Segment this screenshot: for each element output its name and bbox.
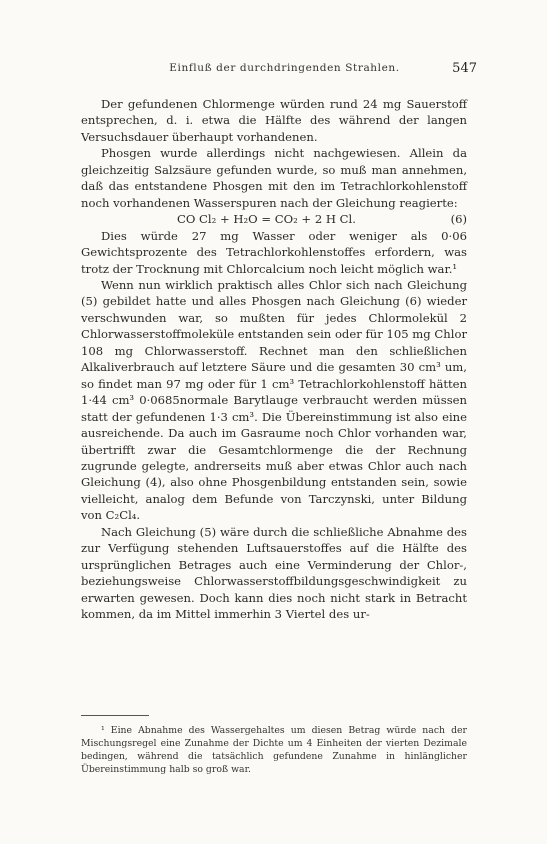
equation-6	[81, 211, 467, 227]
footnote-1: ¹ Eine Abnahme des Wassergehaltes um diesen Betrag würde nach der Mischungsregel eine Zunahme der Dichte um 4 Einheiten der vierten Dezimale bedingen, während die tatsächlich gefundene Zunahme in hinlänglicher Übereinstimmung halb so groß war.	[81, 725, 467, 776]
equation-number: (6)	[450, 212, 467, 227]
paragraph-4: Wenn nun wirklich praktisch alles Chlor sich nach Gleichung (5) gebildet hatte und alles Phosgen nach Gleichung (6) wieder verschwunden war, so mußten für jedes Chlormolekül 2 Chlorwasserstoffmoleküle entstanden sein oder für 105 mg Chlor 108 mg Chlorwasserstoff. Rechnet man den schließlichen Alkaliverbrauch auf letztere Säure und die gesamten 30 cm³ um, so findet man 97 mg oder für 1 cm³ Tetrachlorkohlenstoff hätten 1·44 cm³ 0·0685normale Barytlauge verbraucht werden müssen statt der gefundenen 1·3 cm³. Die Übereinstimmung ist also eine ausreichende. Da auch im Gasraume noch Chlor vorhanden war, übertrifft zwar die Gesamtchlormenge die der Rechnung zugrunde gelegte, andrerseits muß aber etwas Chlor auch nach Gleichung (4), also ohne Phosgenbildung entstanden sein, sowie vielleicht, analog dem Befunde von Tarczynski, unter Bildung von C₂Cl₄.	[81, 277, 467, 523]
footnote-divider	[81, 715, 149, 716]
page-number: 547	[452, 61, 477, 76]
paragraph-2: Phosgen wurde allerdings nicht nachgewiesen. Allein da gleichzeitig Salzsäure gefunden wurde, so muß man annehmen, daß das entstandene Phosgen mit den im Tetrachlorkohlenstoff noch vorhandenen Wasserspuren nach der Gleichung reagierte:	[81, 146, 467, 210]
equation-formula: CO Cl₂ + H₂O = CO₂ + 2 H Cl.	[177, 212, 356, 227]
paragraph-1: Der gefundenen Chlormenge würden rund 24 mg Sauerstoff entsprechen, d. i. etwa die Hälfte des während der langen Versuchsdauer überhaupt vorhandenen.	[81, 97, 467, 144]
page-header	[92, 62, 477, 78]
main-text	[81, 96, 467, 623]
footnote	[81, 724, 467, 776]
paragraph-3: Dies würde 27 mg Wasser oder weniger als 0·06 Gewichtsprozente des Tetrachlorkohlenstoffes erfordern, was trotz der Trocknung mit Chlorcalcium noch leicht möglich war.¹	[81, 228, 467, 276]
paragraph-5: Nach Gleichung (5) wäre durch die schließliche Abnahme des zur Verfügung stehenden Luftsauerstoffes auf die Hälfte des ursprünglichen Betrages auch eine Verminderung der Chlor-, beziehungsweise Chlorwasserstoffbildungsgeschwindigkeit zu erwarten gewesen. Doch kann dies noch nicht stark in Betracht kommen, da im Mittel immerhin 3 Viertel des ur-	[81, 524, 467, 622]
running-title: Einfluß der durchdringenden Strahlen.	[169, 62, 400, 74]
